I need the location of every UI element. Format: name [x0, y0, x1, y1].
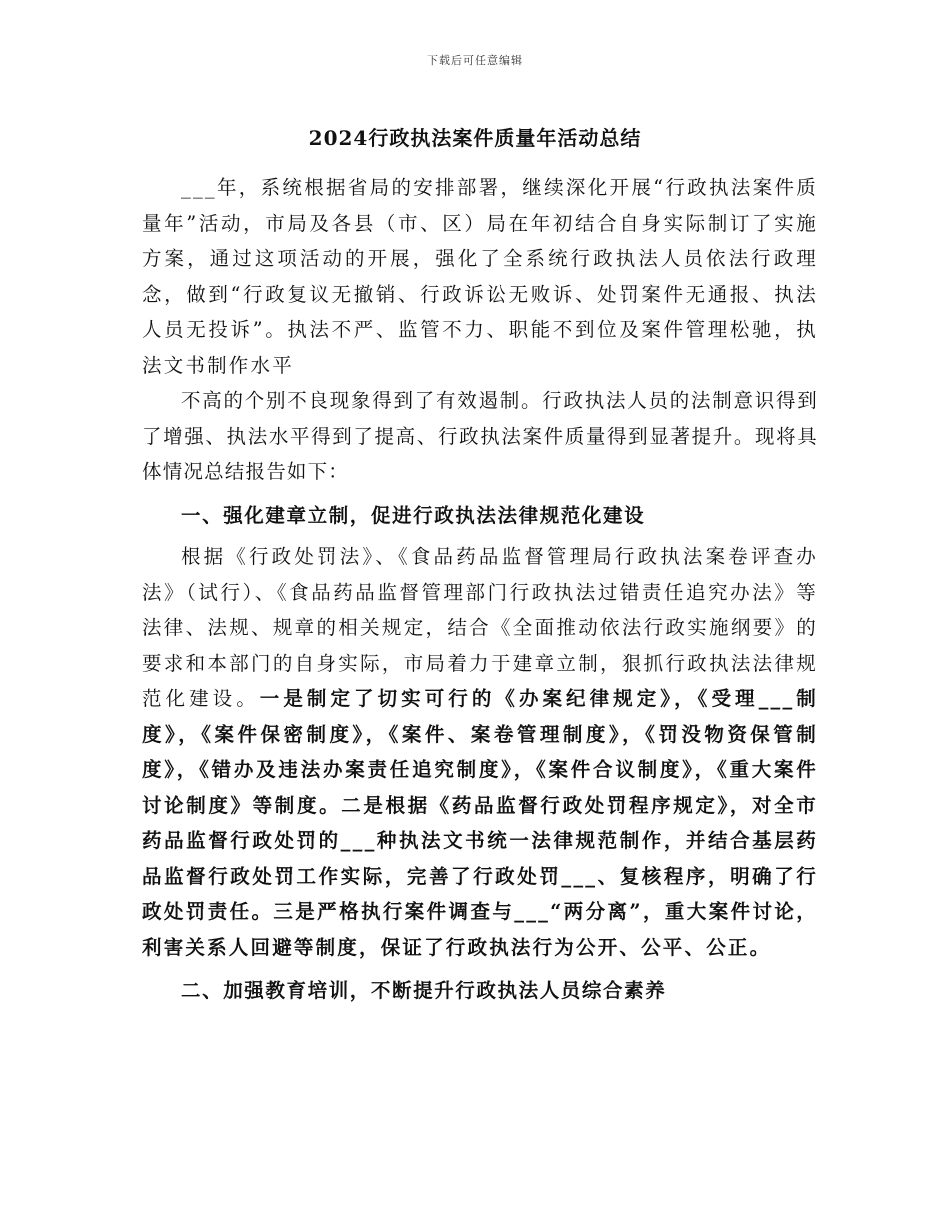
- document-body: [142, 170, 818, 1015]
- section-heading-2: 二、加强教育培训，不断提升行政执法人员综合素养: [181, 979, 667, 1002]
- document-title: 2024行政执法案件质量年活动总结: [308, 126, 642, 150]
- paragraph-summary: 不高的个别不良现象得到了有效遏制。行政执法人员的法制意识得到了增强、执法水平得到了提高、行政执法案件质量得到显著提升。现将具体情况总结报告如下：: [142, 389, 818, 483]
- paragraph-intro: ___年，系统根据省局的安排部署，继续深化开展“行政执法案件质量年”活动，市局及各县（市、区）局在年初结合自身实际制订了实施方案，通过这项活动的开展，强化了全系统行政执法人员依法行政理念，做到“行政复议无撤销、行政诉讼无败诉、处罚案件无通报、执法人员无投诉”。执法不严、监管不力、职能不到位及案件管理松驰，执法文书制作水平: [142, 176, 818, 377]
- paragraph-section-1-normal: 根据《行政处罚法》、《食品药品监督管理局行政执法案卷评查办法》（试行）、《食品药品监督管理部门行政执法过错责任追究办法》等法律、法规、规章的相关规定，结合《全面推动依法行政实施纲要》的要求和本部门的自身实际，市局着力于建章立制，狠抓行政执法法律规范化建设。: [142, 545, 818, 710]
- header-note: 下载后可任意编辑: [427, 54, 523, 67]
- paragraph-section-1-bold: 一是制定了切实可行的《办案纪律规定》，《受理___制度》，《案件保密制度》，《案件、案卷管理制度》，《罚没物资保管制度》，《错办及违法办案责任追究制度》，《案件合议制度》，《重大案件讨论制度》等制度。二是根据《药品监督行政处罚程序规定》，对全市药品监督行政处罚的___种执法文书统一法律规范制作，并结合基层药品监督行政处罚工作实际，完善了行政处罚___、复核程序，明确了行政处罚责任。三是严格执行案件调查与___“两分离”，重大案件讨论，利害关系人回避等制度，保证了行政执法行为公开、公平、公正。: [142, 687, 818, 959]
- paragraph-section-1: [142, 539, 818, 965]
- section-heading-1: 一、强化建章立制，促进行政执法法律规范化建设: [181, 503, 646, 527]
